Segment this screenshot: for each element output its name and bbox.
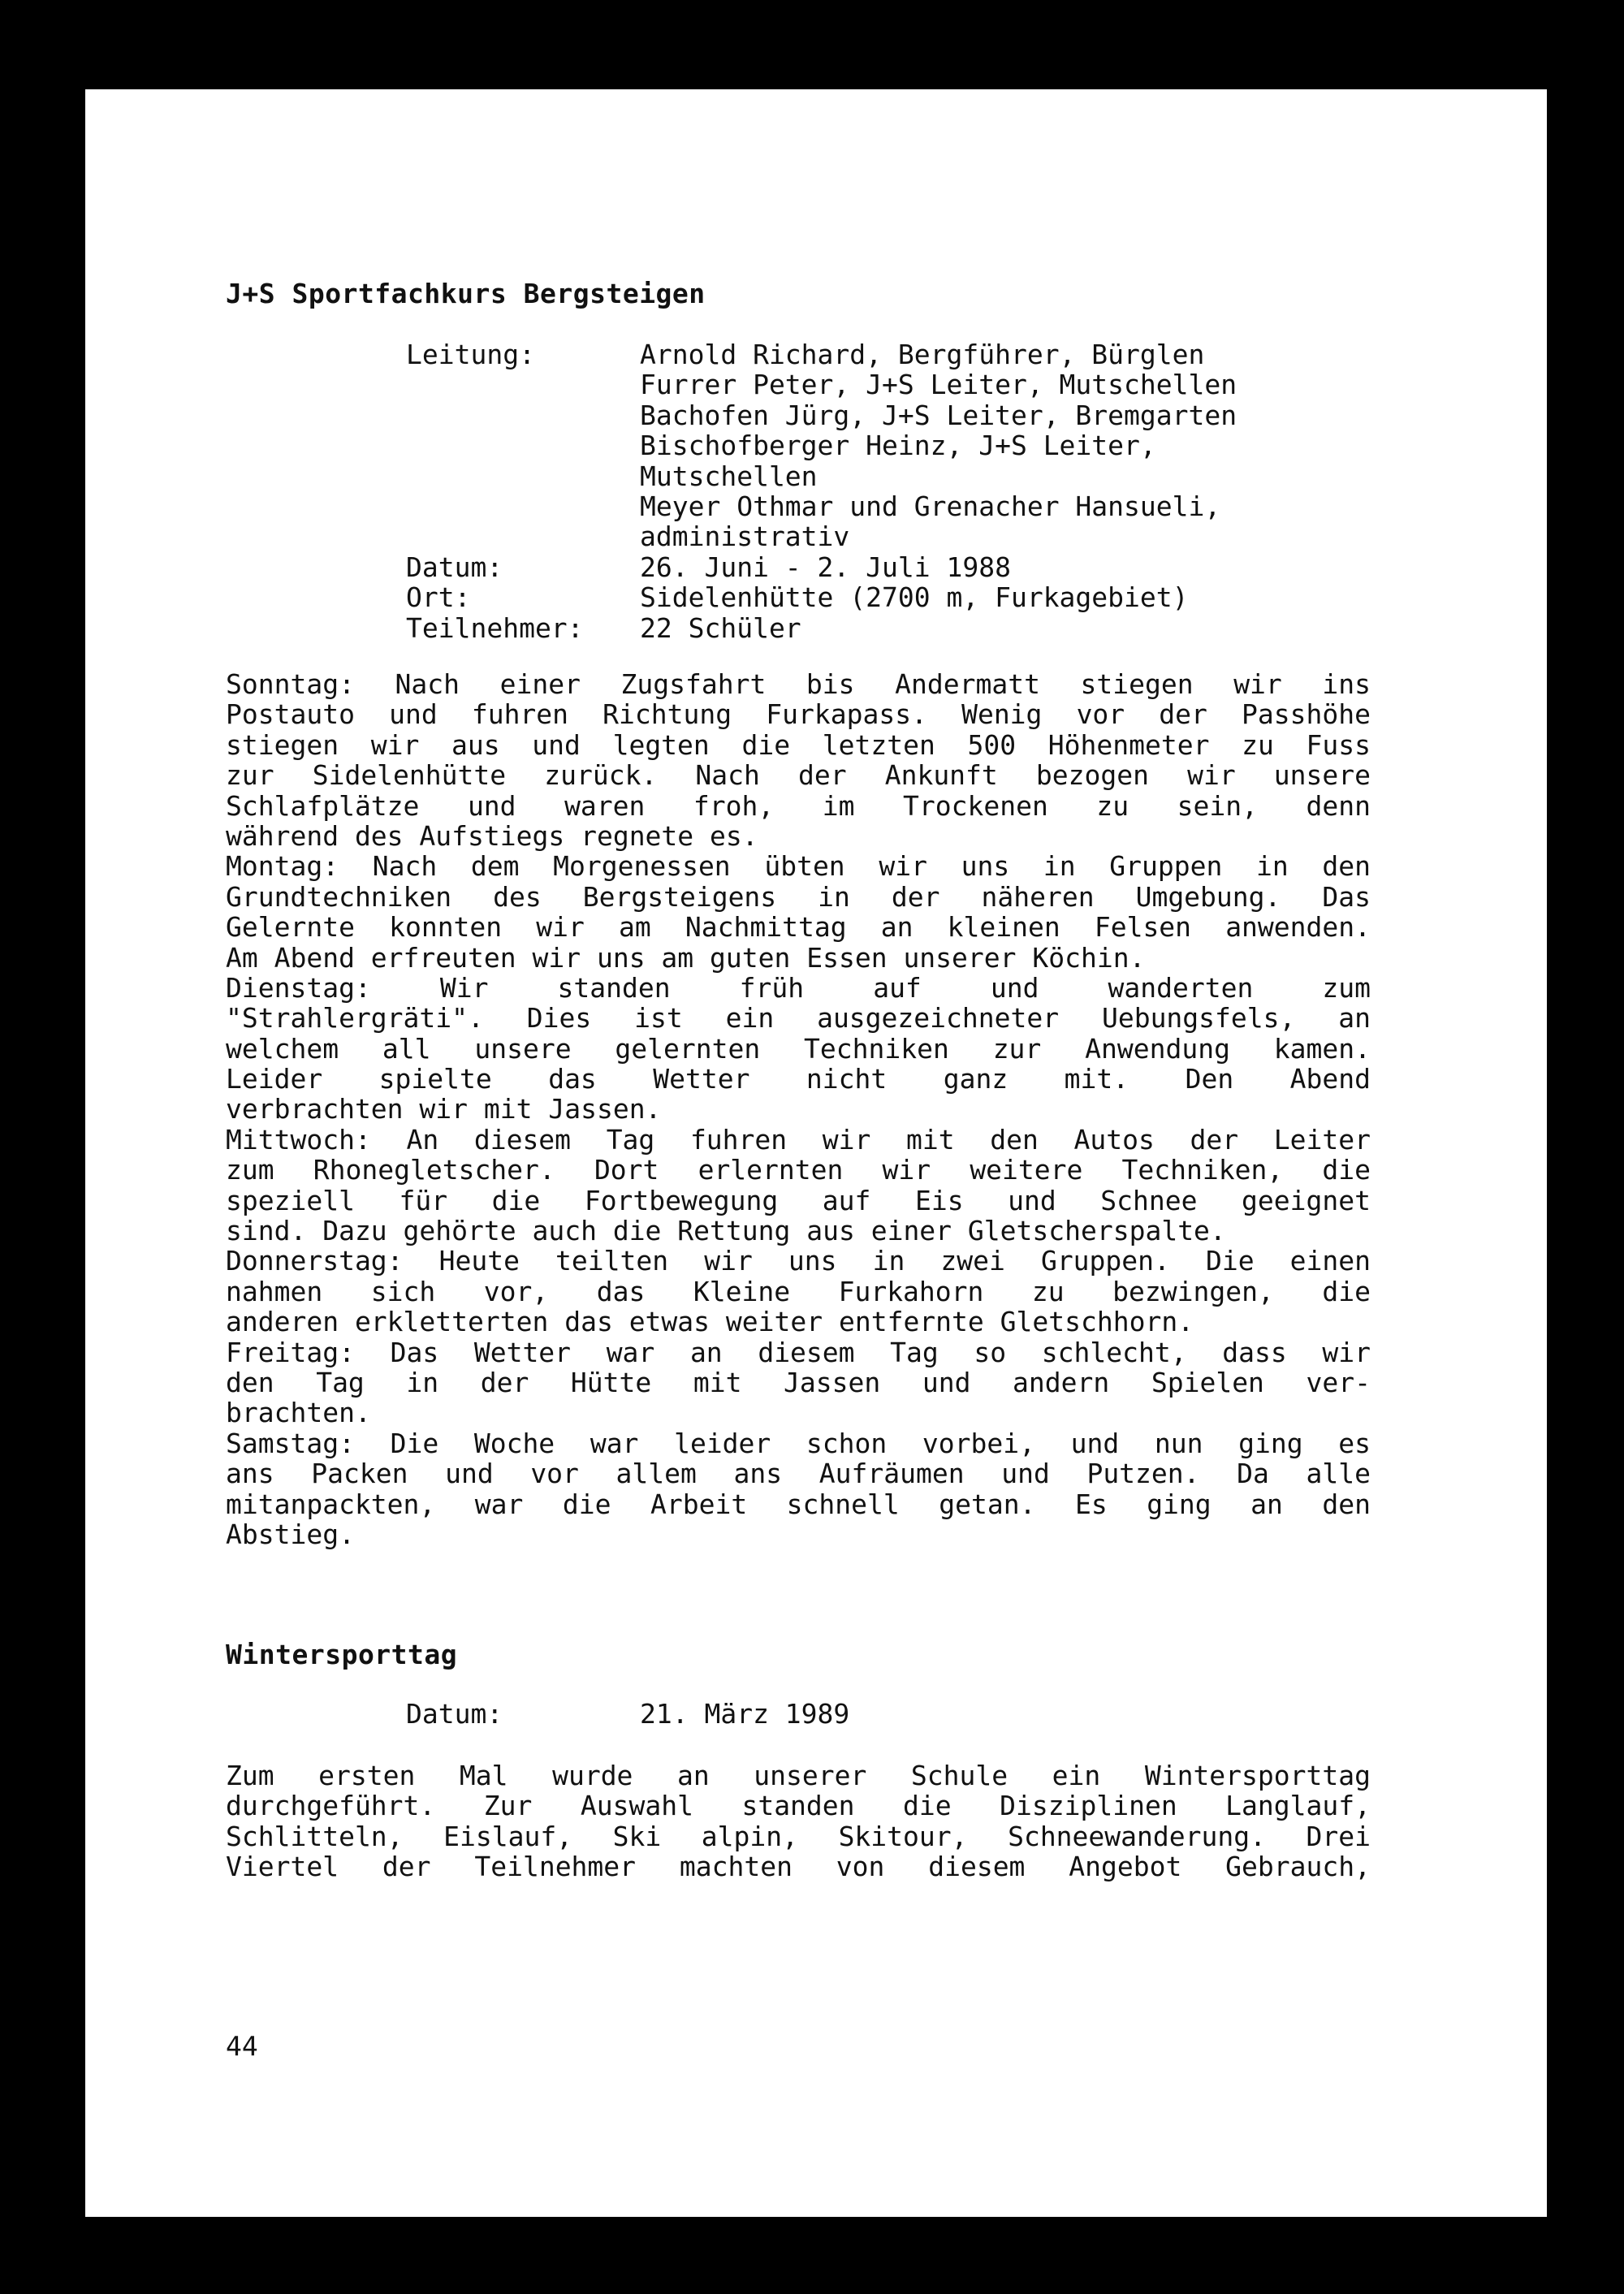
leitung-line: administrativ xyxy=(640,521,850,553)
wintersport-datum-value: 21. März 1989 xyxy=(640,1698,850,1730)
ort-row xyxy=(406,582,1462,612)
leitung-line: Bischofberger Heinz, J+S Leiter, xyxy=(640,430,1156,462)
section-title-wintersporttag: Wintersporttag xyxy=(226,1639,458,1670)
bergsteigen-report xyxy=(226,669,1371,1549)
section-title-bergsteigen: J+S Sportfachkurs Bergsteigen xyxy=(226,278,706,309)
teilnehmer-row xyxy=(406,613,1462,643)
text-line: den Tag in der Hütte mit Jassen und andern Spielen ver- xyxy=(226,1366,1371,1398)
text-line: nahmen sich vor, das Kleine Furkahorn zu bezwingen, die xyxy=(226,1275,1371,1307)
text-line: Schlafplätze und waren froh, im Trockenen zu sein, denn xyxy=(226,789,1371,822)
text-line: "Strahlergräti". Dies ist ein ausgezeichneter Uebungsfels, an xyxy=(226,1002,1371,1035)
text-line: brachten. xyxy=(226,1397,371,1429)
wintersport-datum-label: Datum: xyxy=(406,1698,503,1730)
text-line: anderen erkletterten das etwas weiter entfernte Gletschhorn. xyxy=(226,1306,1194,1338)
text-line: Postauto und fuhren Richtung Furkapass. Wenig vor der Passhöhe xyxy=(226,698,1371,731)
text-line: Mittwoch: An diesem Tag fuhren wir mit den Autos der Leiter xyxy=(226,1123,1371,1156)
text-line: Montag: Nach dem Morgenessen übten wir uns in Gruppen in den xyxy=(226,850,1371,883)
text-line: Grundtechniken des Bergsteigens in der näheren Umgebung. Das xyxy=(226,880,1371,913)
leitung-line: Mutschellen xyxy=(640,460,818,492)
text-line: Dienstag: Wir standen früh auf und wanderten zum xyxy=(226,971,1371,1004)
datum-label: Datum: xyxy=(406,551,503,583)
text-line: zur Sidelenhütte zurück. Nach der Ankunft bezogen wir unsere xyxy=(226,759,1371,792)
leitung-line: Arnold Richard, Bergführer, Bürglen xyxy=(640,339,1205,370)
text-line: zum Rhonegletscher. Dort erlernten wir weitere Techniken, die xyxy=(226,1154,1371,1186)
text-line: während des Aufstiegs regnete es. xyxy=(226,819,758,852)
leitung-line: Bachofen Jürg, J+S Leiter, Bremgarten xyxy=(640,399,1237,431)
datum-value: 26. Juni - 2. Juli 1988 xyxy=(640,551,1011,583)
text-line: Sonntag: Nach einer Zugsfahrt bis Andermatt stiegen wir ins xyxy=(226,668,1371,700)
teilnehmer-label: Teilnehmer: xyxy=(406,611,584,644)
ort-value: Sidelenhütte (2700 m, Furkagebiet) xyxy=(640,581,1189,614)
wintersporttag-report xyxy=(226,1760,1371,1882)
text-line: Donnerstag: Heute teilten wir uns in zwei Gruppen. Die einen xyxy=(226,1245,1371,1277)
document-page xyxy=(85,89,1547,2217)
text-line: Zum ersten Mal wurde an unserer Schule ein Wintersporttag xyxy=(226,1760,1371,1791)
wintersport-datum-row xyxy=(406,1699,1462,1729)
text-line: ans Packen und vor allem ans Aufräumen und Putzen. Da alle xyxy=(226,1458,1371,1490)
leitung-value xyxy=(640,339,1462,552)
text-line: Freitag: Das Wetter war an diesem Tag so schlecht, dass wir xyxy=(226,1336,1371,1368)
datum-row xyxy=(406,552,1462,582)
wintersporttag-details xyxy=(406,1699,1462,1729)
text-line: Abstieg. xyxy=(226,1518,355,1550)
leitung-row xyxy=(406,339,1462,552)
course-details xyxy=(406,339,1462,643)
text-line: Viertel der Teilnehmer machten von diesem Angebot Gebrauch, xyxy=(226,1851,1371,1883)
text-line: Schlitteln, Eislauf, Ski alpin, Skitour, Schneewanderung. Drei xyxy=(226,1820,1371,1852)
text-line: Gelernte konnten wir am Nachmittag an kleinen Felsen anwenden. xyxy=(226,911,1371,944)
text-line: verbrachten wir mit Jassen. xyxy=(226,1093,662,1125)
text-line: Leider spielte das Wetter nicht ganz mit. Den Abend xyxy=(226,1063,1371,1095)
leitung-label: Leitung: xyxy=(406,339,535,370)
text-line: mitanpackten, war die Arbeit schnell getan. Es ging an den xyxy=(226,1488,1371,1520)
page-number: 44 xyxy=(226,2030,258,2062)
text-line: durchgeführt. Zur Auswahl standen die Disziplinen Langlauf, xyxy=(226,1790,1371,1822)
teilnehmer-value: 22 Schüler xyxy=(640,611,801,644)
ort-label: Ort: xyxy=(406,581,471,614)
text-line: Samstag: Die Woche war leider schon vorbei, und nun ging es xyxy=(226,1427,1371,1459)
leitung-line: Meyer Othmar und Grenacher Hansueli, xyxy=(640,490,1221,523)
text-line: Am Abend erfreuten wir uns am guten Essen unserer Köchin. xyxy=(226,941,1146,974)
text-line: stiegen wir aus und legten die letzten 500 Höhenmeter zu Fuss xyxy=(226,728,1371,761)
text-line: welchem all unsere gelernten Techniken zur Anwendung kamen. xyxy=(226,1032,1371,1065)
text-line: sind. Dazu gehörte auch die Rettung aus einer Gletscherspalte. xyxy=(226,1215,1226,1247)
leitung-line: Furrer Peter, J+S Leiter, Mutschellen xyxy=(640,369,1237,401)
text-line: speziell für die Fortbewegung auf Eis und Schnee geeignet xyxy=(226,1184,1371,1216)
